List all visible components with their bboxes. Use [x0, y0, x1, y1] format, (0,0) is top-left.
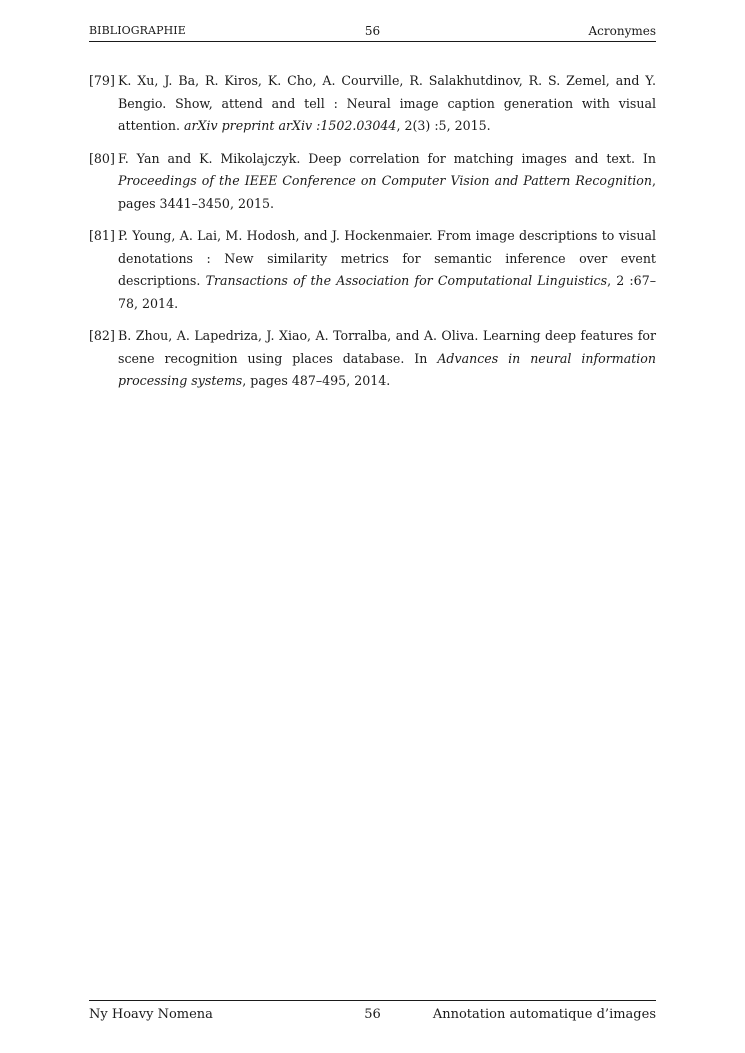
header-rule [89, 41, 656, 42]
header-page-number: 56 [364, 24, 381, 38]
header-chapter-title: Acronymes [588, 24, 656, 38]
reference-number: [81] [89, 228, 115, 243]
reference-number: [82] [89, 328, 115, 343]
document-page [89, 0, 656, 1053]
reference-number: [79] [89, 73, 115, 88]
footer-page-number: 56 [364, 1007, 381, 1022]
footer-document-title: Annotation automatique d’images [432, 1007, 656, 1022]
reference-journal: Proceedings of the IEEE Conference on Computer Vision and Pattern Recognition [118, 173, 652, 188]
reference-journal: Advances in neural information processing systems [118, 350, 656, 388]
reference-authors-title: B. Zhou, A. Lapedriza, J. Xiao, A. Torralba, and A. Oliva. Learning deep features for scene recognition using places database. In [118, 328, 656, 366]
header-section-title: BIBLIOGRAPHIE [89, 24, 186, 37]
footer-author: Ny Hoavy Nomena [89, 1007, 213, 1022]
reference-details: , pages 3441–3450, 2015. [118, 173, 656, 211]
running-footer [89, 1006, 656, 1024]
reference-journal: arXiv preprint arXiv :1502.03044 [183, 118, 397, 133]
reference-authors-title: F. Yan and K. Mikolajczyk. Deep correlation for matching images and text. In [118, 150, 656, 166]
reference-authors-title: K. Xu, J. Ba, R. Kiros, K. Cho, A. Courville, R. Salakhutdinov, R. S. Zemel, and Y. Bengio. Show, attend and tell : Neural image caption generation with visual attention. [118, 73, 656, 133]
reference-details: , 2(3) :5, 2015. [396, 118, 491, 133]
reference-82 [89, 325, 656, 393]
reference-details: , 2 :67–78, 2014. [118, 273, 657, 311]
running-header [89, 22, 656, 40]
reference-details: , pages 487–495, 2014. [242, 373, 391, 388]
reference-journal: Transactions of the Association for Computational Linguistics [205, 273, 608, 288]
reference-79 [89, 70, 656, 138]
bibliography-list [89, 70, 656, 403]
reference-number: [80] [89, 150, 115, 166]
reference-authors-title: P. Young, A. Lai, M. Hodosh, and J. Hockenmaier. From image descriptions to visual denotations : New similarity metrics for semantic inference over event descriptions. [118, 228, 656, 288]
reference-81 [89, 225, 656, 315]
footer-rule [89, 1000, 656, 1001]
reference-80 [89, 148, 656, 216]
